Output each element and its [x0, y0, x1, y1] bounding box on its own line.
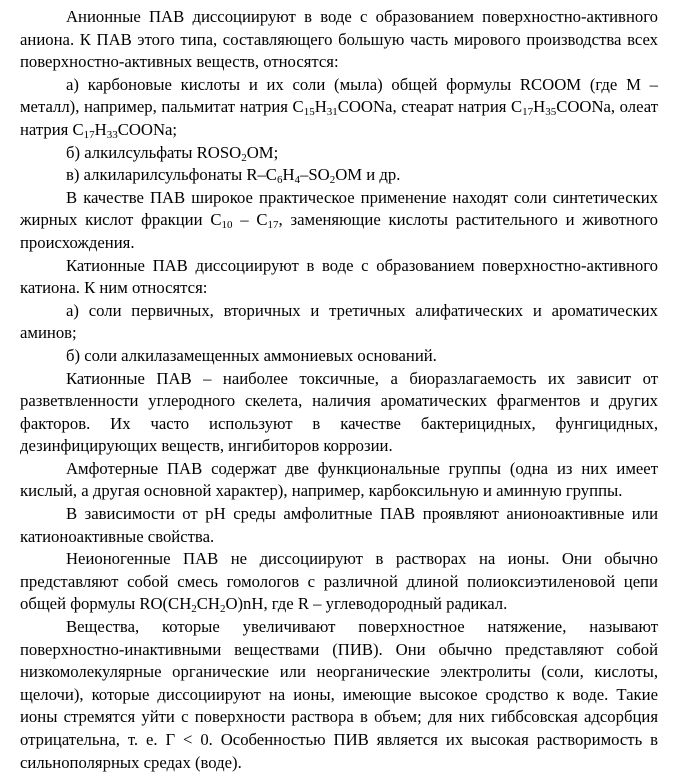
text-run: OM;: [246, 142, 279, 162]
subscript: 2: [219, 603, 226, 616]
text-run: Амфотерные ПАВ содержат две функциональные группы (одна из них имеет кислый, а другая основной характер), например, карбоксильную и аминную группы.: [20, 458, 658, 501]
subscript: 2: [329, 174, 336, 187]
text-run: H: [282, 165, 295, 185]
subscript: 10: [221, 219, 233, 232]
subscript: 17: [267, 219, 279, 232]
text-run: OM и др.: [335, 165, 401, 185]
text-run: б) соли алкилазамещенных аммониевых оснований.: [66, 345, 437, 365]
text-run: –SO: [300, 165, 330, 185]
text-run: в) алкиларилсульфонаты R–C: [66, 165, 277, 185]
text-run: Катионные ПАВ диссоциируют в воде с образованием поверхностно-активного катиона. К ним относятся:: [20, 255, 658, 298]
text-run: В зависимости от pH среды амфолитные ПАВ проявляют анионоактивные или катионоактивные свойства.: [20, 504, 658, 546]
subscript: 4: [294, 174, 301, 187]
text-run: Анионные ПАВ диссоциируют в воде с образованием поверхностно-активного аниона. К ПАВ этого типа, составляющего большую часть мирового производства всех поверхностно-активных веществ, относятся:: [20, 7, 658, 72]
paragraph-p13: [20, 616, 658, 774]
text-run: а) карбоновые кислоты и их соли (мыла) общей формулы RCOOM (где М – металл), например, пальмитат натрия C: [20, 74, 658, 117]
text-run: б) алкилсульфаты ROSO: [66, 142, 242, 162]
text-run: H: [533, 97, 546, 117]
paragraph-p3: [20, 142, 658, 165]
text-run: Катионные ПАВ – наиболее токсичные, а биоразлагаемость их зависит от разветвленности углеродного скелета, наличия ароматических фрагментов и других факторов. Их часто используют в качестве бактерицидных, фунгицидных, дезинфицирующих веществ, ингибиторов коррозии.: [20, 368, 658, 456]
paragraph-p2: [20, 74, 658, 142]
paragraph-p11: [20, 503, 658, 548]
subscript: 2: [191, 603, 197, 616]
subscript: 15: [303, 106, 315, 119]
subscript: 2: [241, 151, 247, 164]
text-run: Вещества, которые увеличивают поверхностное натяжение, называют поверхностно-инактивными веществами (ПИВ). Они обычно представляют собой низкомолекулярные органические или неорганические электролиты (соли, кислоты, щелочи), которые диссоциируют на ионы, имеющие высокое сродство к воде. Такие ионы стремятся уйти с поверхности раствора в объем; для них гиббсовская адсорбция отрицательна, т. е. Г < 0. Особенностью ПИВ является их высокая растворимость в сильнополярных средах (воде).: [20, 617, 658, 772]
subscript: 33: [106, 128, 118, 141]
text-run: Неионогенные ПАВ не диссоциируют в растворах на ионы. Они обычно представляют собой смесь гомологов с различной длиной полиоксиэтиленовой цепи общей формулы RO(CH: [20, 549, 658, 614]
paragraph-p1: [20, 6, 658, 74]
text-run: H: [314, 97, 327, 117]
text-run: а) соли первичных, вторичных и третичных алифатических и ароматических аминов;: [20, 300, 658, 343]
paragraph-p6: [20, 255, 658, 300]
paragraph-p10: [20, 458, 658, 503]
paragraph-p5: [20, 187, 658, 255]
text-run: COONa, стеарат натрия C: [337, 97, 523, 117]
paragraph-p4: [20, 164, 658, 187]
text-run: COONa, олеат натрия C: [20, 97, 658, 139]
text-run: H: [94, 119, 107, 139]
text-run: В качестве ПАВ широкое практическое применение находят соли синтетических жирных кислот фракции C: [20, 187, 658, 230]
subscript: 6: [276, 174, 283, 187]
subscript: 35: [545, 106, 557, 119]
subscript: 17: [522, 106, 534, 119]
text-run: , заменяющие кислоты растительного и животного происхождения.: [20, 210, 659, 252]
paragraph-p12: [20, 548, 658, 616]
subscript: 17: [83, 128, 95, 141]
text-run: – C: [232, 210, 268, 230]
text-run: O)nH, где R – углеводородный радикал.: [225, 594, 508, 614]
subscript: 31: [326, 106, 338, 119]
paragraph-p7: [20, 300, 658, 345]
paragraph-p9: [20, 368, 658, 458]
text-run: CH: [196, 594, 220, 614]
text-run: COONa;: [117, 119, 178, 139]
paragraph-p8: [20, 345, 658, 368]
